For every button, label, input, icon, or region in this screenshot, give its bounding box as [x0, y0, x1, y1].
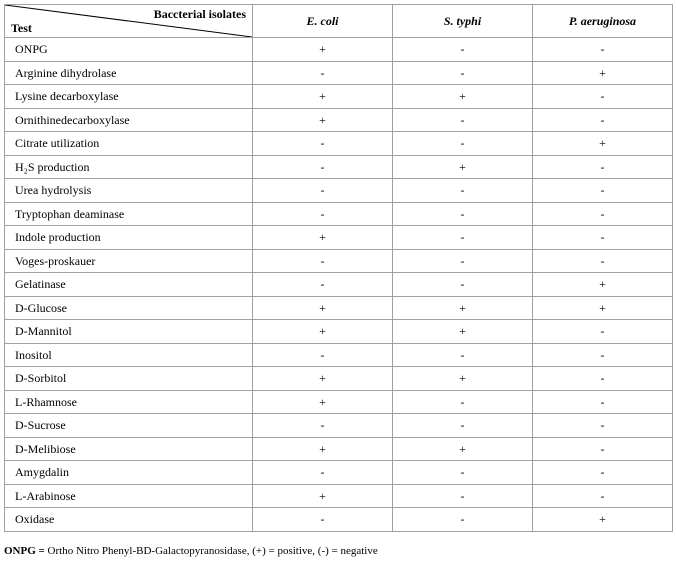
test-name-cell: L-Rhamnose: [5, 390, 253, 414]
result-cell: +: [533, 273, 673, 297]
test-name-cell: D-Sucrose: [5, 414, 253, 438]
footnote-text: Ortho Nitro Phenyl-BD-Galactopyranosidase, (+) = positive, (-) = negative: [44, 545, 378, 557]
table-row: [5, 273, 673, 297]
result-cell: -: [393, 61, 533, 85]
table-row: [5, 38, 673, 62]
organism-header-ecoli: E. coli: [253, 5, 393, 38]
result-cell: +: [253, 85, 393, 109]
test-name-cell: Voges-proskauer: [5, 249, 253, 273]
test-name-cell: Oxidase: [5, 508, 253, 532]
table-row: [5, 132, 673, 156]
result-cell: +: [253, 484, 393, 508]
result-cell: +: [393, 296, 533, 320]
result-cell: -: [393, 202, 533, 226]
result-cell: -: [253, 343, 393, 367]
result-cell: -: [393, 390, 533, 414]
result-cell: +: [533, 132, 673, 156]
table-row: [5, 508, 673, 532]
test-name-cell: Urea hydrolysis: [5, 179, 253, 203]
test-name-cell: Tryptophan deaminase: [5, 202, 253, 226]
table-body: [5, 38, 673, 532]
test-name-cell: Indole production: [5, 226, 253, 250]
result-cell: -: [393, 343, 533, 367]
result-cell: +: [253, 38, 393, 62]
result-cell: -: [533, 390, 673, 414]
test-name-cell: Inositol: [5, 343, 253, 367]
result-cell: -: [533, 484, 673, 508]
bacterial-isolates-label: Baccterial isolates: [153, 7, 246, 21]
test-name-cell: D-Glucose: [5, 296, 253, 320]
test-name-cell: Citrate utilization: [5, 132, 253, 156]
result-cell: -: [393, 226, 533, 250]
result-cell: -: [393, 179, 533, 203]
result-cell: +: [533, 296, 673, 320]
organism-header-styphi: S. typhi: [393, 5, 533, 38]
result-cell: +: [393, 85, 533, 109]
result-cell: +: [253, 226, 393, 250]
table-row: [5, 461, 673, 485]
test-name-cell: D-Sorbitol: [5, 367, 253, 391]
table-row: [5, 414, 673, 438]
table-row: [5, 390, 673, 414]
result-cell: -: [533, 461, 673, 485]
test-name-cell: D-Melibiose: [5, 437, 253, 461]
result-cell: -: [393, 461, 533, 485]
result-cell: -: [533, 249, 673, 273]
table-row: [5, 155, 673, 179]
test-name-cell: L-Arabinose: [5, 484, 253, 508]
result-cell: -: [393, 249, 533, 273]
result-cell: -: [533, 414, 673, 438]
test-name-cell: Lysine decarboxylase: [5, 85, 253, 109]
table-row: [5, 437, 673, 461]
result-cell: -: [393, 484, 533, 508]
table-row: [5, 202, 673, 226]
result-cell: -: [253, 508, 393, 532]
result-cell: -: [393, 132, 533, 156]
result-cell: -: [253, 461, 393, 485]
header-row: [5, 5, 673, 38]
table-row: [5, 249, 673, 273]
result-cell: -: [393, 414, 533, 438]
table-row: [5, 61, 673, 85]
result-cell: +: [253, 367, 393, 391]
result-cell: -: [253, 202, 393, 226]
table-row: [5, 320, 673, 344]
test-name-cell: H₂S production: [5, 155, 253, 179]
test-name-cell: Amygdalin: [5, 461, 253, 485]
result-cell: -: [533, 85, 673, 109]
result-cell: -: [253, 179, 393, 203]
result-cell: +: [533, 508, 673, 532]
result-cell: -: [253, 414, 393, 438]
result-cell: -: [533, 226, 673, 250]
result-cell: -: [253, 273, 393, 297]
result-cell: -: [253, 132, 393, 156]
result-cell: -: [533, 437, 673, 461]
header-corner-cell: [5, 5, 253, 38]
table-row: [5, 108, 673, 132]
test-name-cell: ONPG: [5, 38, 253, 62]
table-row: [5, 296, 673, 320]
result-cell: -: [533, 108, 673, 132]
result-cell: +: [253, 108, 393, 132]
biochemical-test-table: [4, 4, 673, 532]
result-cell: +: [393, 155, 533, 179]
result-cell: -: [533, 320, 673, 344]
result-cell: +: [253, 390, 393, 414]
result-cell: -: [533, 155, 673, 179]
result-cell: +: [253, 320, 393, 344]
result-cell: -: [533, 179, 673, 203]
table-row: [5, 367, 673, 391]
test-column-label: Test: [11, 21, 32, 35]
result-cell: -: [253, 249, 393, 273]
organism-header-paeruginosa: P. aeruginosa: [533, 5, 673, 38]
result-cell: -: [253, 61, 393, 85]
footnote-abbreviation: ONPG =: [4, 545, 45, 557]
table-row: [5, 226, 673, 250]
result-cell: -: [253, 155, 393, 179]
table-row: [5, 484, 673, 508]
test-name-cell: Ornithinedecarboxylase: [5, 108, 253, 132]
result-cell: -: [393, 108, 533, 132]
table-footnote: [4, 545, 378, 557]
result-cell: +: [533, 61, 673, 85]
result-cell: -: [533, 343, 673, 367]
result-cell: -: [393, 273, 533, 297]
result-cell: -: [533, 202, 673, 226]
table-row: [5, 85, 673, 109]
test-name-cell: D-Mannitol: [5, 320, 253, 344]
result-cell: -: [533, 367, 673, 391]
result-cell: +: [253, 296, 393, 320]
result-cell: -: [533, 38, 673, 62]
table-row: [5, 343, 673, 367]
test-name-cell: Arginine dihydrolase: [5, 61, 253, 85]
result-cell: +: [393, 367, 533, 391]
table-row: [5, 179, 673, 203]
test-name-cell: Gelatinase: [5, 273, 253, 297]
result-cell: +: [393, 437, 533, 461]
result-cell: -: [393, 38, 533, 62]
result-cell: +: [253, 437, 393, 461]
result-cell: -: [393, 508, 533, 532]
result-cell: +: [393, 320, 533, 344]
